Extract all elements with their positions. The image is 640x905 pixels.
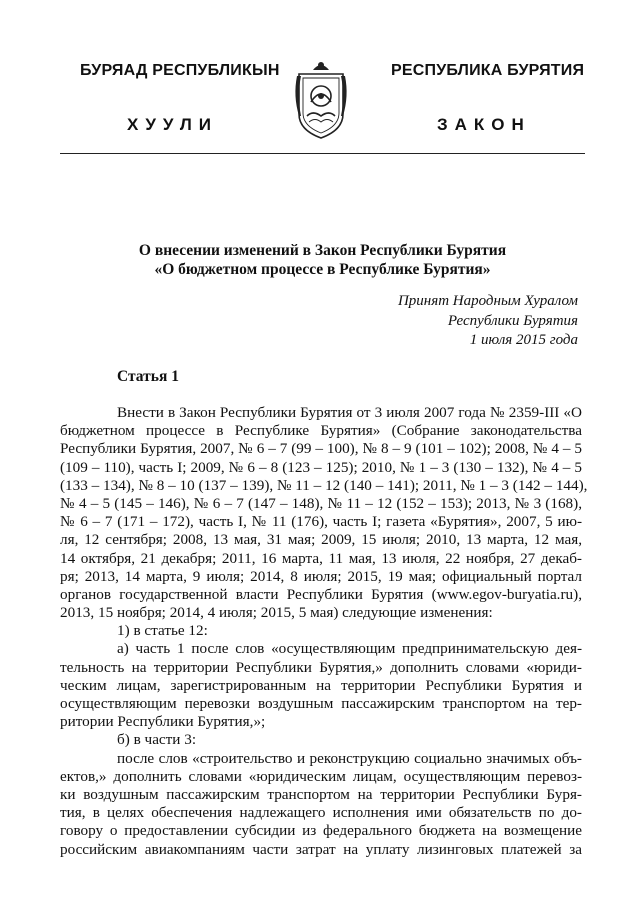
body-line: тия, в целях обеспечения надлежащего исполнения ими обязательств по до- [60,804,582,822]
body-line: Внести в Закон Республики Бурятия от 3 июля 2007 года № 2359-III «О [117,404,582,421]
header-right-top: РЕСПУБЛИКА БУРЯТИЯ [391,62,585,79]
body-line: (109 – 110), часть I; 2009, № 6 – 8 (123 – 125); 2010, № 1 – 3 (130 – 132), № 4 – 5 [60,458,582,476]
document-title-line-2: «О бюджетном процессе в Республике Бурятия» [154,261,491,278]
body-line: ектов,» дополнить словами «юридическим лицам, осуществляющим перевоз- [60,767,582,785]
body-line: осуществляющим перевозки воздушным пассажирским транспортом на тер- [60,695,582,712]
body-line: бюджетном процессе в Республике Бурятия» (Собрание законодательства [60,422,582,440]
document-title [60,241,585,279]
body-line: 2013, 15 ноября; 2014, 4 июля; 2015, 5 мая) следующие изменения: [60,604,493,622]
header-left-top: БУРЯАД РЕСПУБЛИКЫН [80,62,280,79]
body-line: органов государственной власти Республики Бурятия (www.egov-buryatia.ru), [60,585,582,603]
adoption-note [398,292,578,351]
header-left-bottom: ХУУЛИ [127,115,218,134]
body-line: б) в части 3: [117,731,197,749]
article-heading: Статья 1 [117,368,179,385]
coat-of-arms-icon [289,56,353,142]
body-line: 1) в статье 12: [117,622,208,640]
adoption-date: 1 июля 2015 года [469,332,578,348]
body-line: Республики Бурятия, 2007, № 6 – 7 (99 – 100), № 8 – 9 (101 – 102); 2008, № 4 – 5 [60,440,582,458]
body-line: ля, 12 сентября; 2008, 13 мая, 31 мая; 2009, 15 июля; 2010, 13 марта, 12 мая, [60,531,582,549]
header-right-bottom: ЗАКОН [437,115,531,134]
body-line: ческим лицам, зарегистрированным на территории Республики Бурятия и [60,676,582,694]
body-line: тельность на территории Республики Бурятия,» дополнить словами «юриди- [60,658,582,676]
adoption-note-line-2: Республики Бурятия [447,312,578,329]
document-title-line-1: О внесении изменений в Закон Республики Бурятия [138,242,507,259]
body-line: ря; 2013, 14 марта, 9 июля; 2014, 8 июля; 2015, 19 мая; официальный портал [60,567,582,585]
header-divider [60,153,585,154]
body-line: говору о предоставлении субсидии из федерального бюджета на возмещение [60,822,582,840]
body-line: № 4 – 5 (145 – 146), № 6 – 7 (147 – 148), № 11 – 12 (152 – 153); 2013, № 3 (168), [60,494,582,512]
body-line: № 6 – 7 (171 – 172), часть I, № 11 (176), часть I; газета «Бурятия», 2007, 5 ию- [60,513,582,531]
body-line: после слов «строительство и реконструкцию социально значимых объ- [117,749,582,767]
body-line: ки воздушным пассажирским транспортом на территории Республики Буря- [60,785,582,803]
adoption-note-line-1: Принят Народным Хуралом [397,293,578,309]
article-body [60,404,588,859]
body-line: (133 – 134), № 8 – 10 (137 – 139), № 11 – 12 (140 – 141); 2011, № 1 – 3 (142 – 144), [60,476,588,494]
body-line: российским авиакомпаниям части затрат на уплату лизинговых платежей за [60,840,582,858]
body-line: а) часть 1 после слов «осуществляющим предпринимательскую дея- [117,640,582,658]
body-line: 14 октября, 21 декабря; 2011, 16 марта, 11 мая, 13 июля, 22 ноября, 27 декаб- [60,549,582,567]
body-line: ритории Республики Бурятия,»; [60,713,266,731]
